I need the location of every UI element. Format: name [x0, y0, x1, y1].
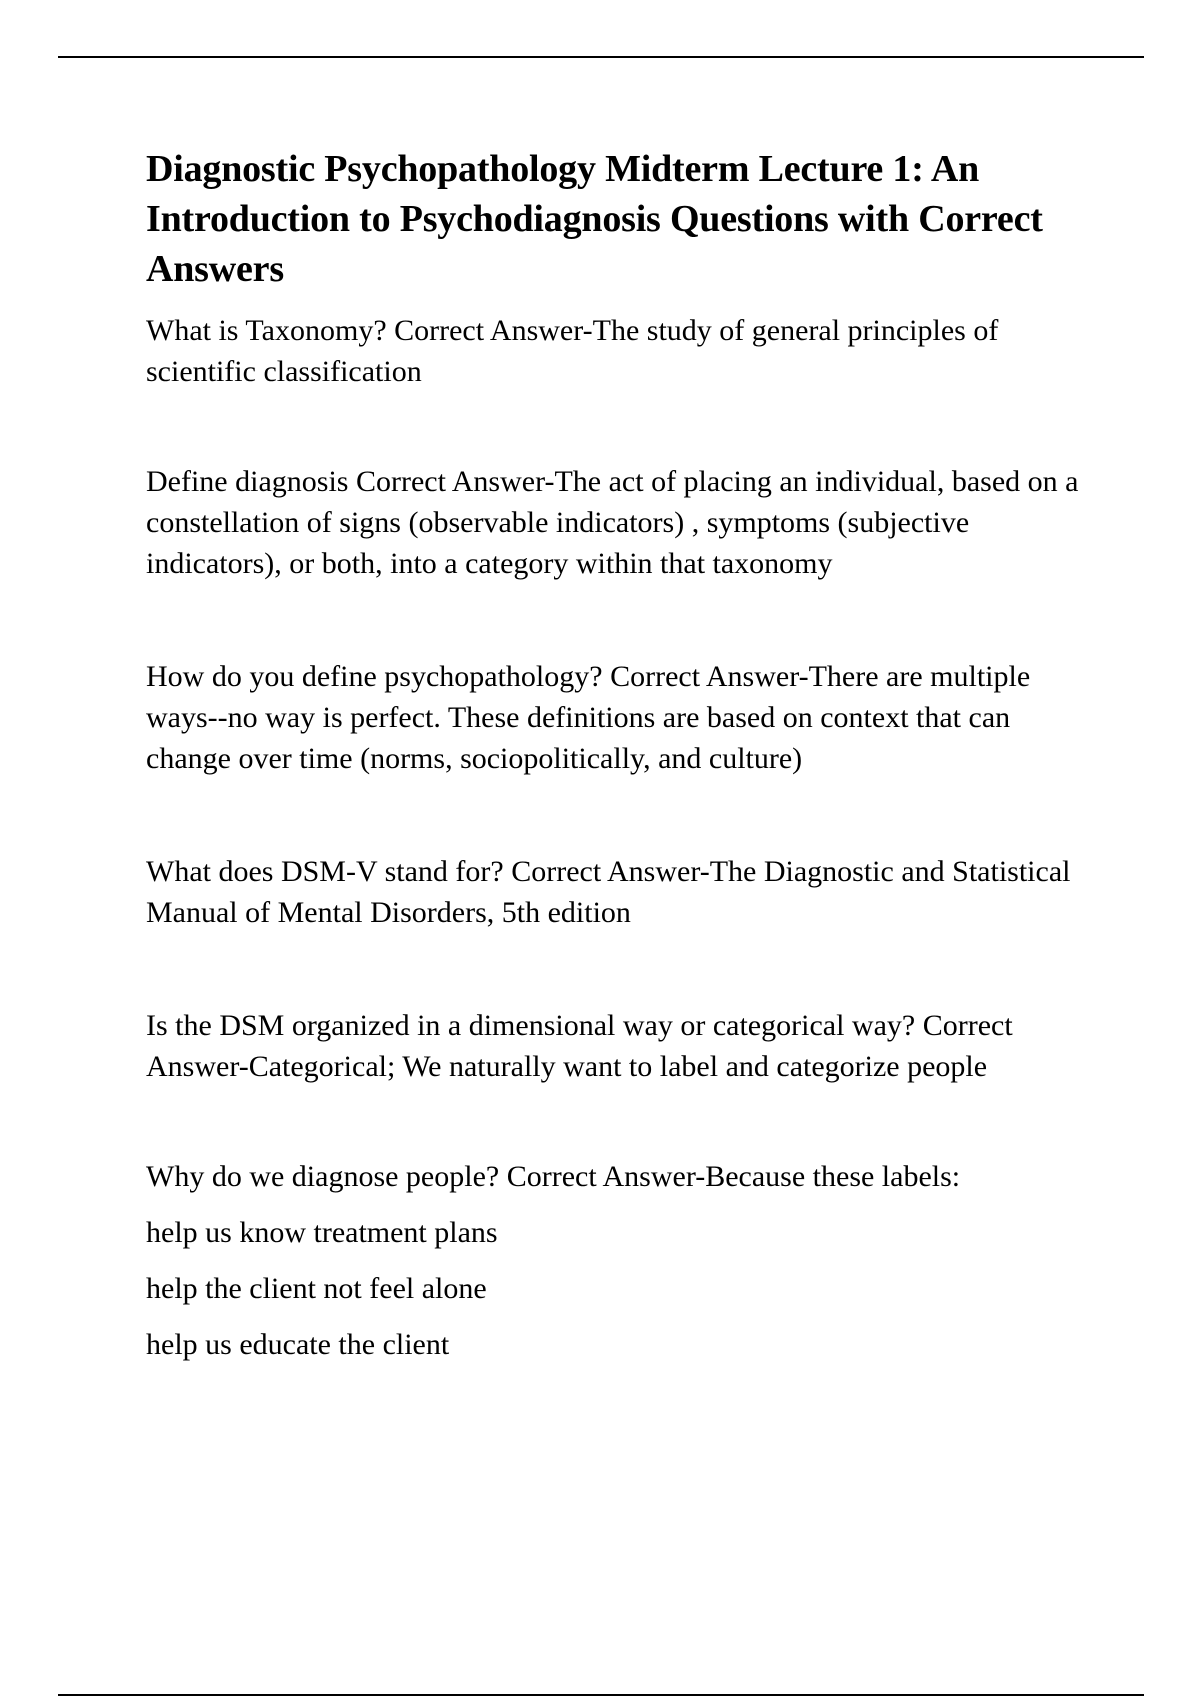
qa-entry-dsm-v: What does DSM-V stand for? Correct Answer-The Diagnostic and Statistical Manual of Mental Disorders, 5th edition — [146, 855, 1071, 929]
qa-entry-taxonomy: What is Taxonomy? Correct Answer-The study of general principles of scientific classification — [146, 314, 999, 388]
qa-entry-why-diagnose: Why do we diagnose people? Correct Answer-Because these labels: — [146, 1160, 961, 1193]
document-title: Diagnostic Psychopathology Midterm Lecture 1: An Introduction to Psychodiagnosis Questions with Correct Answers — [146, 148, 1043, 290]
footer-rule — [58, 1694, 1144, 1696]
qa-entry-diagnosis: Define diagnosis Correct Answer-The act of placing an individual, based on a constellation of signs (observable indicators) , symptoms (subjective indicators), or both, into a category within that taxonomy — [146, 465, 1079, 580]
qa-entry-dsm-organization: Is the DSM organized in a dimensional way or categorical way? Correct Answer-Categorical; We naturally want to label and categorize people — [146, 1009, 1013, 1083]
document-body — [146, 144, 1096, 1365]
list-item: help the client not feel alone — [146, 1272, 487, 1305]
header-rule — [58, 56, 1144, 58]
list-item: help us know treatment plans — [146, 1216, 498, 1249]
list-item: help us educate the client — [146, 1328, 450, 1361]
qa-entry-psychopathology: How do you define psychopathology? Correct Answer-There are multiple ways--no way is perfect. These definitions are based on context that can change over time (norms, sociopolitically, and culture) — [146, 660, 1031, 775]
